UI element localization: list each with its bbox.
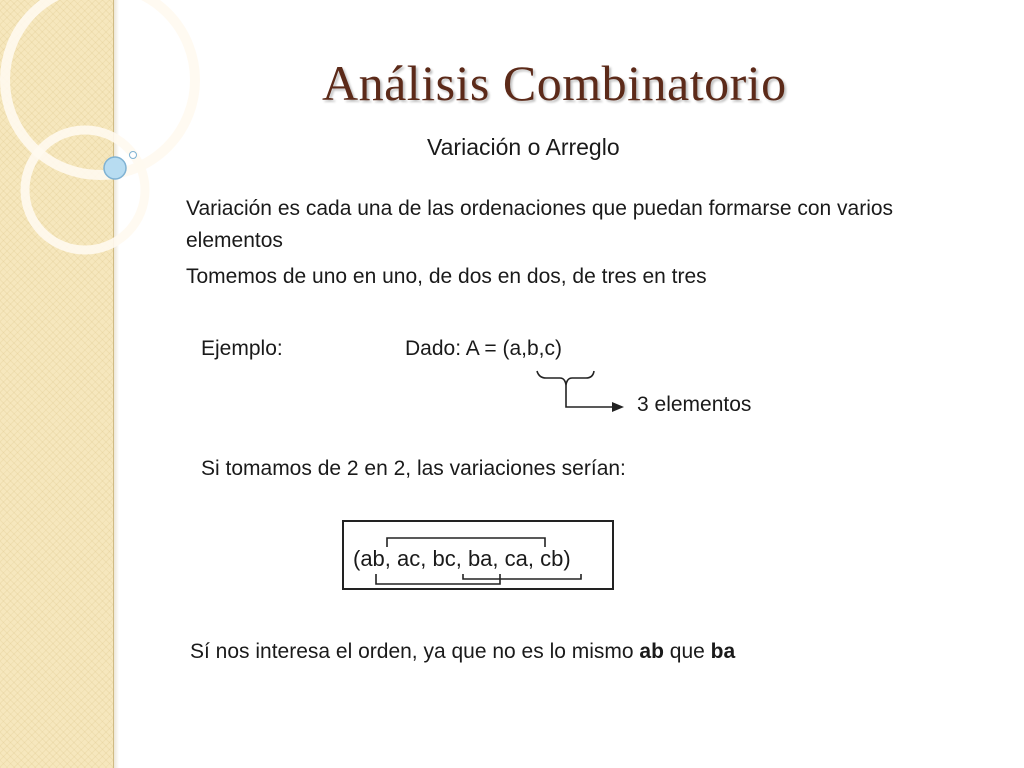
conclusion-term-ba: ba (710, 640, 736, 663)
slide-subtitle: Variación o Arreglo (427, 134, 620, 160)
small-ring (25, 130, 145, 250)
slide-title: Análisis Combinatorio (322, 55, 787, 111)
definition-text: Variación es cada una de las ordenaciones que puedan formarse con varios elementos (186, 197, 894, 252)
element-brace (537, 371, 594, 385)
variations-intro: Si tomamos de 2 en 2, las variaciones serían: (201, 457, 626, 480)
grouping-text: Tomemos de uno en uno, de dos en dos, de tres en tres (186, 265, 707, 288)
element-count: 3 elementos (637, 393, 752, 416)
arrow-head-icon (612, 402, 624, 412)
variations-list: (ab, ac, bc, ba, ca, cb) (353, 546, 571, 571)
example-set: Dado: A = (a,b,c) (405, 337, 563, 360)
decorative-circles (0, 0, 200, 320)
conclusion-middle: que (663, 640, 711, 663)
conclusion-text (190, 640, 735, 664)
conclusion-term-ab: ab (639, 640, 664, 663)
small-bubble-icon (130, 152, 137, 159)
large-ring (5, 0, 195, 175)
example-label: Ejemplo: (201, 337, 283, 360)
brace-connector (566, 385, 612, 407)
blue-bubble-icon (104, 157, 126, 179)
conclusion-prefix: Sí nos interesa el orden, ya que no es lo mismo (190, 640, 640, 663)
